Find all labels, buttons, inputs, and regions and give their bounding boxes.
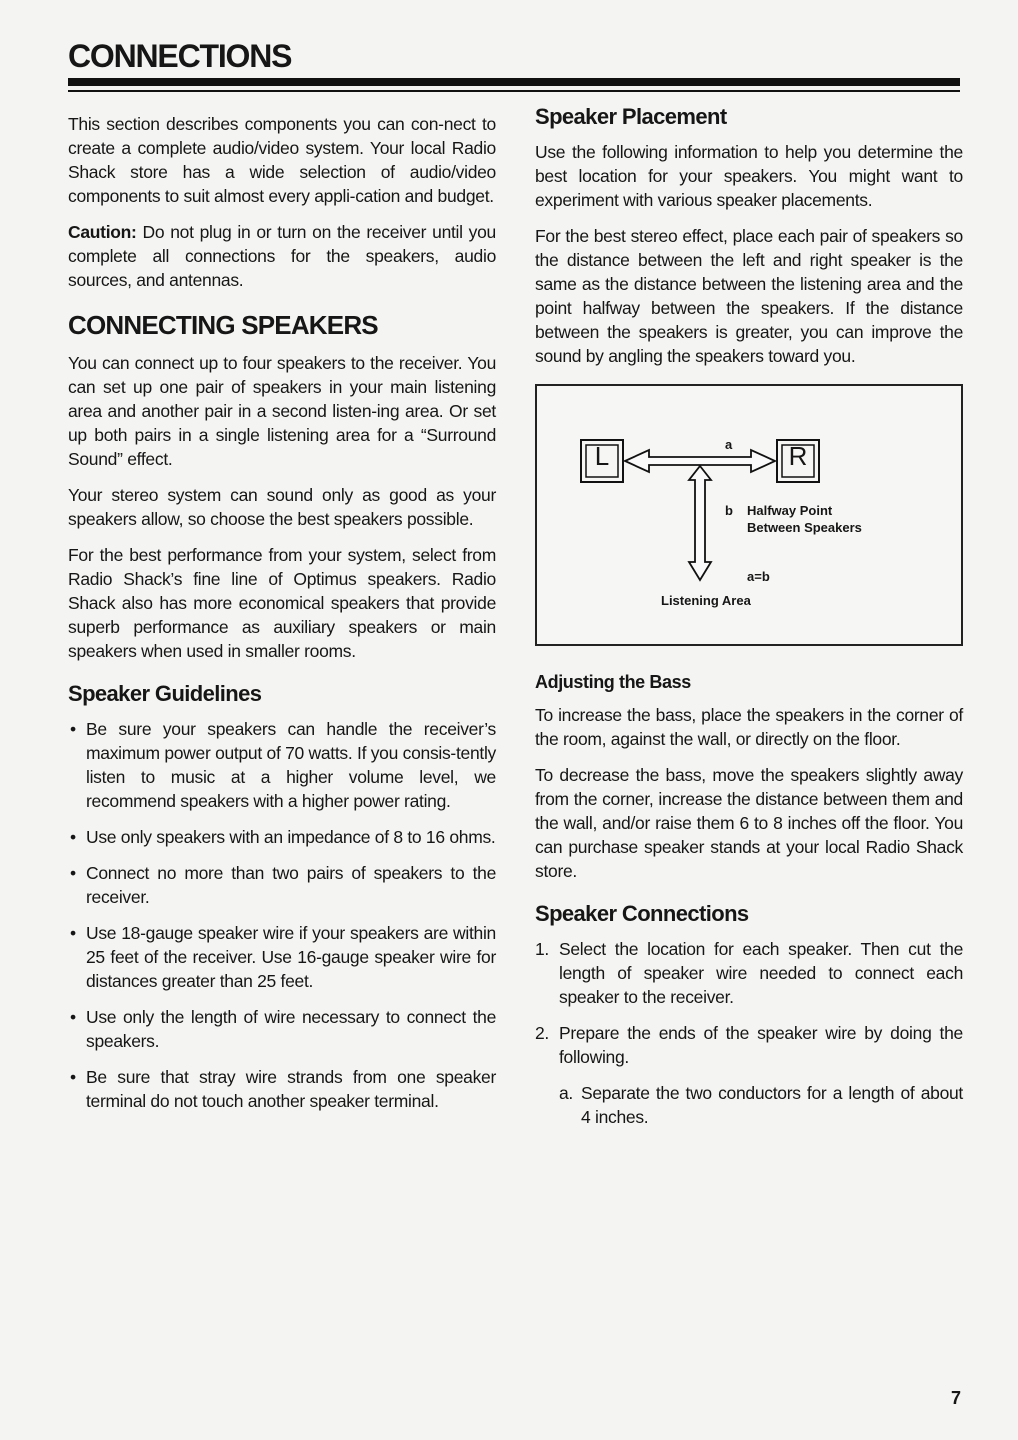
adjusting-bass-heading: Adjusting the Bass — [535, 672, 691, 692]
right-column — [535, 104, 963, 1141]
right-speaker-label: R — [788, 441, 808, 471]
halfway-point-label: Halfway Point — [747, 503, 833, 518]
substep-text: Separate the two conductors for a length of about 4 inches. — [581, 1083, 963, 1127]
speaker-connections-steps — [535, 937, 963, 1069]
step-item — [535, 1021, 963, 1069]
page-number: 7 — [951, 1388, 962, 1408]
caution-text: Do not plug in or turn on the receiver until you complete all connections for the speakers, audio sources, and antennas. — [68, 222, 496, 290]
title-rule-thin — [68, 90, 960, 92]
bass-paragraph-2: To decrease the bass, move the speakers slightly away from the corner, increase the distance between them and the wall, and/or raise them 6 to 8 inches off the floor. You can purchase speaker stands at your local Radio Shack store. — [535, 765, 963, 881]
connecting-speakers-heading: CONNECTING SPEAKERS — [68, 310, 378, 340]
connecting-speakers-paragraph-2: Your stereo system can sound only as good as your speakers allow, so choose the best speakers possible. — [68, 485, 496, 529]
left-column — [68, 112, 496, 1125]
guideline-item: • Be sure your speakers can handle the receiver’s maximum power output of 70 watts. If you consis-tently listen to music at a higher volume level, we recommend speakers with a higher power rating. — [68, 717, 496, 813]
guideline-item: • Be sure that stray wire strands from one speaker terminal do not touch another speaker terminal. — [68, 1065, 496, 1113]
page-title: CONNECTIONS — [68, 38, 292, 74]
speaker-placement-heading: Speaker Placement — [535, 104, 727, 129]
step-text: Prepare the ends of the speaker wire by doing the following. — [559, 1023, 963, 1067]
speaker-guidelines-list — [68, 717, 496, 1113]
distance-a-label: a — [725, 437, 733, 452]
step-number: 1. — [535, 939, 549, 959]
speaker-connections-substeps — [535, 1081, 963, 1129]
speaker-placement-diagram — [535, 384, 963, 646]
caution-label: Caution: — [68, 222, 137, 242]
equation-label: a=b — [747, 569, 770, 584]
step-text: Select the location for each speaker. Then cut the length of speaker wire needed to connect each speaker to the receiver. — [559, 939, 963, 1007]
guideline-item: • Use only the length of wire necessary to connect the speakers. — [68, 1005, 496, 1053]
intro-paragraph: This section describes components you can con-nect to create a complete audio/video system. Your local Radio Shack store has a wide selection of audio/video components to suit almost every appli-cation and budget. — [68, 114, 496, 206]
guideline-item: • Use only speakers with an impedance of 8 to 16 ohms. — [68, 825, 496, 849]
bass-paragraph-1: To increase the bass, place the speakers in the corner of the room, against the wall, or directly on the floor. — [535, 705, 963, 749]
distance-b-label: b — [725, 503, 733, 518]
caution-paragraph — [68, 220, 496, 292]
listening-area-label: Listening Area — [661, 593, 751, 608]
placement-paragraph-2: For the best stereo effect, place each pair of speakers so the distance between the left and right speaker is the same as the distance between the listening area and the point halfway between the speakers. If the distance between the speakers is greater, you can improve the sound by angling the speakers toward you. — [535, 226, 963, 366]
step-number: 2. — [535, 1023, 549, 1043]
connecting-speakers-paragraph-1: You can connect up to four speakers to the receiver. You can set up one pair of speakers in your main listening area and another pair in a second listen-ing area. Or set up both pairs in a single listening area for a “Surround Sound” effect. — [68, 353, 496, 469]
placement-paragraph-1: Use the following information to help you determine the best location for your speakers. You might want to experiment with various speaker placements. — [535, 142, 963, 210]
distance-b-arrow — [689, 466, 711, 580]
speaker-guidelines-heading: Speaker Guidelines — [68, 681, 262, 706]
speaker-connections-heading: Speaker Connections — [535, 901, 749, 926]
step-item — [535, 937, 963, 1009]
between-speakers-label: Between Speakers — [747, 520, 862, 535]
left-speaker-label: L — [594, 441, 610, 471]
connecting-speakers-paragraph-3: For the best performance from your system, select from Radio Shack’s fine line of Optimus speakers. Radio Shack also has more economical speakers that provide superb performance as auxiliary speakers or main speakers when used in smaller rooms. — [68, 545, 496, 661]
guideline-item: • Use 18-gauge speaker wire if your speakers are within 25 feet of the receiver. Use 16-gauge speaker wire for distances greater than 25 feet. — [68, 921, 496, 993]
guideline-item: • Connect no more than two pairs of speakers to the receiver. — [68, 861, 496, 909]
substep-item — [559, 1081, 963, 1129]
substep-letter: a. — [559, 1083, 573, 1103]
title-rule-thick — [68, 78, 960, 86]
